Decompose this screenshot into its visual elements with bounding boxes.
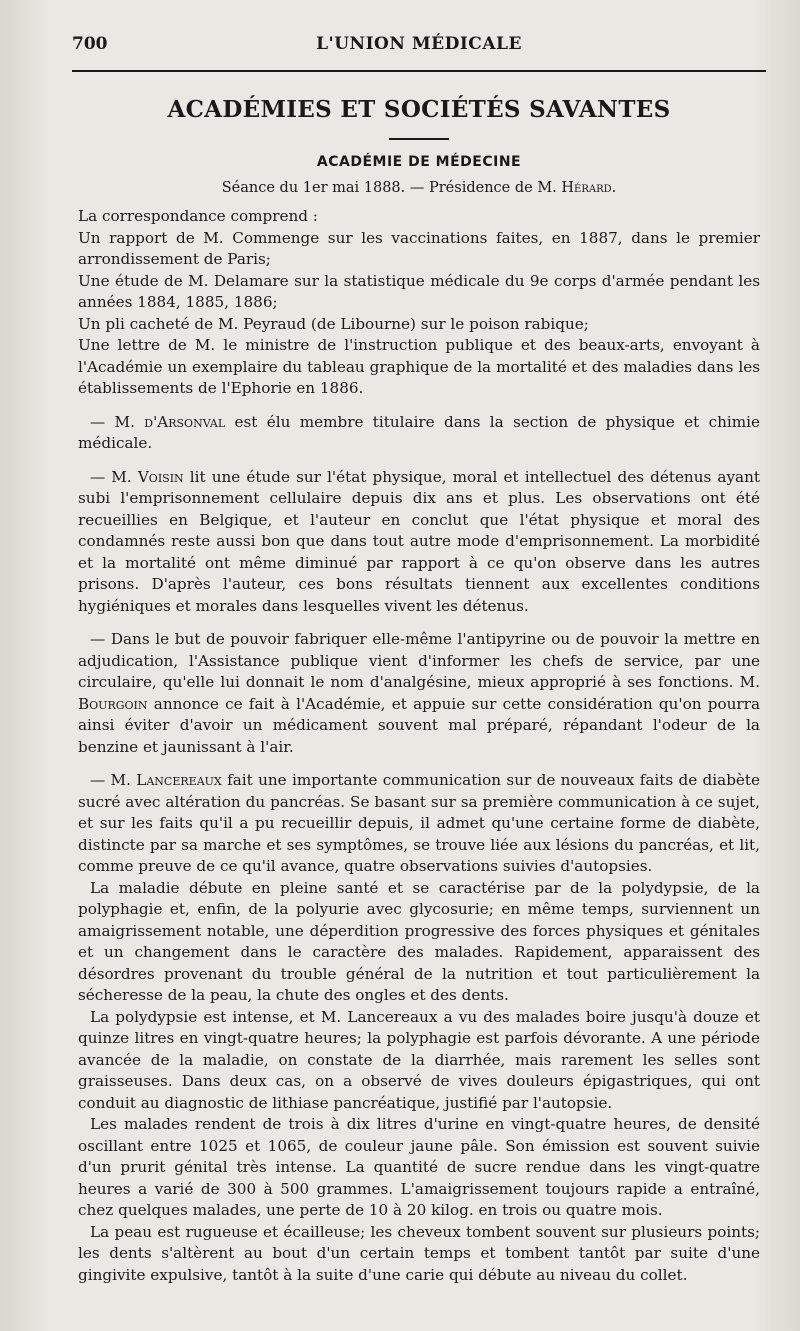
member-name: Lancereaux <box>136 771 222 789</box>
paragraph-urine: Les malades rendent de trois à dix litres d'urine en vingt-quatre heures, de densité oscillant entre 1025 et 1065, de couleur jaune pâle. Son émission est souvent suivie d'un prurit génital très intense. La quantité de sucre rendue dans les vingt-quatre heures a varié de 300 à 500 grammes. L'amaigrissement toujours rapide a entraîné, chez quelques malades, une perte de 10 à 20 kilog. en trois ou quatre mois. <box>78 1115 760 1219</box>
running-head <box>72 0 760 62</box>
paragraph-election <box>78 412 760 455</box>
member-name: Bourgoin <box>78 694 148 713</box>
paragraph-voisin <box>78 467 760 618</box>
member-name: d'Arsonval <box>144 412 226 431</box>
paragraph-text: lit une étude sur l'état physique, moral et intellectuel des détenus ayant subi l'emprisonnement cellulaire depuis dix ans et plus. Les observations ont été recueillies en Belgique, et l'auteur en conclut que l'état physique et moral des condamnés reste aussi bon que dans tout autre mode d'emprisonnement. La morbidité et la mortalité ont même diminué par rapport à ce qu'on observe dans les autres prisons. D'après l'auteur, ces bons résultats tiennent aux excellentes conditions hygiéniques et morales dans lesquelles vivent les détenus. <box>78 467 760 615</box>
member-name: Voisin <box>137 467 184 486</box>
president-name: Hérard. <box>561 180 617 196</box>
page-number: 700 <box>72 34 108 54</box>
title-rule <box>389 138 449 140</box>
dash-prefix: — M. <box>90 771 137 789</box>
article-body <box>78 206 760 1286</box>
paragraph-pli: Un pli cacheté de M. Peyraud (de Libourne) sur le poison rabique; <box>78 314 589 333</box>
paragraph-text: — Dans le but de pouvoir fabriquer elle-même l'antipyrine ou de pouvoir la mettre en adjudication, l'Assistance publique vient d'informer les chefs de service, par une circulaire, qu'elle lui donnait le nom d'analgésine, mieux approprié à ses fonctions. M. <box>78 630 760 691</box>
paragraph-text: fait une importante communication sur de nouveaux faits de diabète sucré avec altération du pancréas. Se basant sur sa première communication à ce sujet, et sur les faits qu'il a pu recueillir depuis, il admet qu'une certaine forme de diabète, distincte par sa marche et ses symptômes, se trouve liée aux lésions du pancréas, et lit, comme preuve de ce qu'il avance, quatre observations suivies d'autopsies. <box>78 771 760 875</box>
paragraph-correspondance: La correspondance comprend : <box>78 207 318 225</box>
paragraph-lancereaux <box>78 770 760 878</box>
paragraph-text: annonce ce fait à l'Académie, et appuie sur cette considération qu'on pourra ainsi éviter d'avoir un médicament souvent mal préparé, répandant l'odeur de la benzine et jaunissant à l'air. <box>78 694 760 756</box>
paragraph-rapport: Un rapport de M. Commenge sur les vaccinations faites, en 1887, dans le premier arrondissement de Paris; <box>78 228 760 268</box>
paragraph-lettre: Une lettre de M. le ministre de l'instruction publique et des beaux-arts, envoyant à l'Académie un exemplaire du tableau graphique de la mortalité et des maladies dans les établissements de l'Ephorie en 1886. <box>78 336 760 397</box>
dash-prefix: — M. <box>90 412 145 431</box>
academy-title: ACADÉMIE DE MÉDECINE <box>316 154 522 170</box>
paragraph-polydypsie: La polydypsie est intense, et M. Lancereaux a vu des malades boire jusqu'à douze et quinze litres en vingt-quatre heures; la polyphagie est parfois dévorante. A une période avancée de la maladie, on constate de la diarrhée, mais rarement les selles sont graisseuses. Dans deux cas, on a observé de vives douleurs épigastriques, qui ont conduit au diagnostic de lithiase pancréatique, justifié par l'autopsie. <box>78 1007 760 1112</box>
header-rule <box>72 70 766 72</box>
paragraph-text: est élu membre titulaire dans la section de physique et chimie médicale. <box>78 412 760 452</box>
journal-title: L'UNION MÉDICALE <box>316 34 522 54</box>
paragraph-antipyrine <box>78 629 760 758</box>
session-text: Séance du 1er mai 1888. — Présidence de M. <box>221 180 562 196</box>
dash-prefix: — M. <box>90 467 138 486</box>
session-line <box>78 180 760 196</box>
section-title: ACADÉMIES ET SOCIÉTÉS SAVANTES <box>167 96 671 123</box>
paragraph-etude: Une étude de M. Delamare sur la statistique médicale du 9e corps d'armée pendant les années 1884, 1885, 1886; <box>78 271 760 311</box>
paragraph-peau: La peau est rugueuse et écailleuse; les cheveux tombent souvent sur plusieurs points; les dents s'altèrent au bout d'un certain temps et tombent tantôt par suite d'une gingivite expulsive, tantôt à la suite d'une carie qui débute au niveau du collet. <box>78 1222 760 1284</box>
paragraph-maladie: La maladie débute en pleine santé et se caractérise par de la polydypsie, de la polyphagie et, enfin, de la polyurie avec glycosurie; en même temps, surviennent un amaigrissement notable, une déperdition progressive des forces physiques et génitales et un changement dans le caractère des malades. Rapidement, apparaissent des désordres provenant du trouble général de la nutrition et tout particulièrement la sécheresse de la peau, la chute des ongles et des dents. <box>78 878 760 1004</box>
